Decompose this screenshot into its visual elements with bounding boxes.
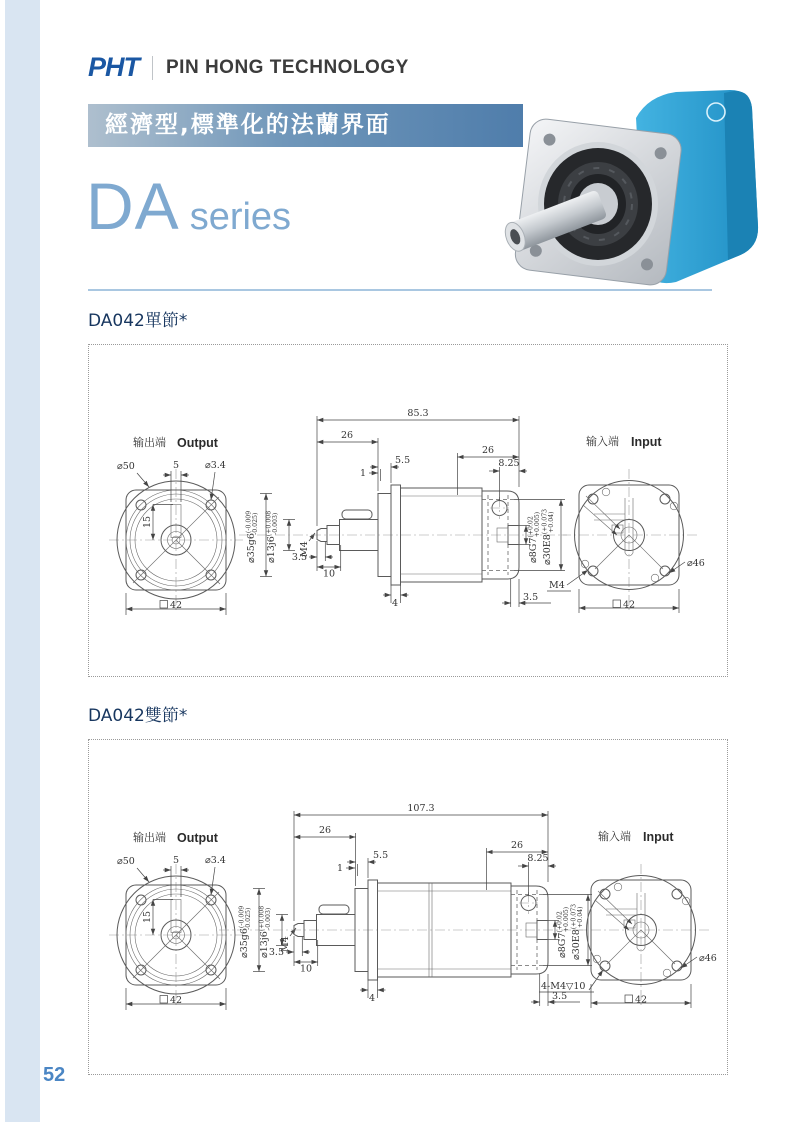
dim-35: 3.5 (268, 947, 284, 958)
dim-55: 5.5 (373, 850, 389, 861)
dim-10: 10 (299, 963, 313, 975)
header-divider (152, 56, 153, 80)
tolerance-13j6: $⌀13j6^{(+0.008}-0.003$) (258, 905, 272, 958)
series-title (86, 168, 291, 244)
section-view (219, 803, 603, 1006)
dim-right-26: 26 (481, 445, 495, 456)
input-label-zh: 输入端 (598, 830, 631, 843)
page-header (88, 52, 409, 83)
dim-825: 8.25 (498, 458, 520, 469)
series-suffix: series (189, 196, 292, 238)
page-number: 52 (43, 1064, 66, 1086)
drawing1-box (88, 344, 728, 677)
output-label-en: Output (177, 436, 218, 450)
tolerance-30e8: $⌀30E8^{(+0.073}+0.04$) (541, 508, 555, 565)
dim-right-26: 26 (510, 840, 524, 851)
dim-5: 5 (172, 460, 180, 471)
dim-825: 8.25 (527, 853, 549, 864)
dim-5: 5 (172, 855, 180, 866)
pht-logo: PHT (88, 52, 139, 82)
tolerance-13j6: $⌀13j6^{(+0.008}-0.003$) (265, 510, 279, 563)
output-view (109, 435, 243, 615)
section-rule (88, 289, 712, 291)
square-symbol (613, 600, 621, 608)
dim-35r: 3.5 (552, 991, 568, 1002)
square-symbol (160, 996, 168, 1004)
tolerance-8g7: $⌀8G7^{(+0.02}+0.005$) (527, 511, 541, 563)
tolerance-35g6: $⌀35g6^{(-0.009}-0.025$) (238, 905, 252, 958)
input-view (561, 434, 705, 613)
dim-42: 42 (170, 995, 183, 1006)
series-name: DA (86, 169, 180, 243)
dim-d34: ⌀3.4 (205, 460, 226, 471)
dim-42: 42 (635, 994, 648, 1006)
output-label-en: Output (177, 831, 218, 845)
dim-left-26: 26 (318, 825, 332, 836)
banner-title: 經濟型,標準化的法蘭界面 (88, 104, 523, 147)
dim-total: 107.3 (407, 803, 435, 814)
input-label-en: Input (631, 435, 662, 449)
dim-35: 3.5 (291, 552, 307, 563)
tolerance-35g6: $⌀35g6^{(-0.009}-0.025$) (245, 510, 259, 563)
tolerance-8g7: $⌀8G7^{(+0.02}+0.005$) (556, 906, 570, 958)
dim-55: 5.5 (395, 455, 411, 466)
dim-d50: ⌀50 (117, 461, 135, 472)
dim-d46: ⌀46 (699, 953, 717, 964)
dim-42: 42 (623, 599, 636, 611)
output-view (109, 830, 243, 1010)
dim-42: 42 (170, 600, 183, 611)
dim-4: 4 (368, 993, 376, 1004)
dim-10: 10 (322, 568, 336, 580)
company-name: PIN HONG TECHNOLOGY (166, 56, 409, 78)
shaft-thread-label: M4 (280, 936, 291, 952)
left-accent-strip (5, 0, 40, 1122)
drawing1-title: DA042單節* (88, 311, 188, 331)
dim-total: 85.3 (407, 408, 429, 419)
input-label-zh: 输入端 (586, 435, 619, 448)
dim-left-26: 26 (340, 430, 354, 441)
section-view (239, 408, 588, 609)
drawing2-box (88, 739, 728, 1075)
dim-d34: ⌀3.4 (205, 855, 226, 866)
input-label-en: Input (643, 830, 674, 844)
drawing2-figure (89, 740, 727, 1074)
drawing1-figure (89, 345, 727, 676)
output-label-zh: 输出端 (133, 831, 166, 844)
mount-thread-label: 4-M4▽10 (541, 981, 586, 992)
square-symbol (160, 601, 168, 609)
input-view (570, 829, 717, 1008)
dim-15: 15 (142, 515, 153, 529)
output-label-zh: 输出端 (133, 436, 166, 449)
dim-d46: ⌀46 (687, 558, 705, 569)
dim-d50: ⌀50 (117, 856, 135, 867)
mount-thread-label: M4 (549, 580, 565, 591)
shaft-thread-label: M4 (299, 541, 310, 557)
dim-1: 1 (359, 468, 366, 479)
drawing2-title: DA042雙節* (88, 706, 188, 726)
dim-4: 4 (391, 598, 399, 609)
tolerance-30e8: $⌀30E8^{(+0.073}+0.04$) (570, 903, 584, 960)
right-tolerances (514, 500, 565, 571)
dim-15: 15 (142, 910, 153, 924)
dim-35r: 3.5 (523, 592, 539, 603)
square-symbol (625, 995, 633, 1003)
product-image (498, 84, 766, 289)
dim-1: 1 (336, 863, 343, 874)
